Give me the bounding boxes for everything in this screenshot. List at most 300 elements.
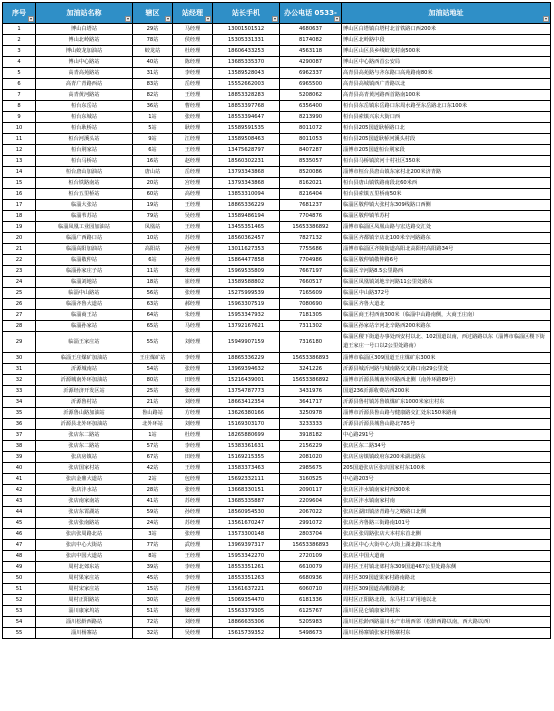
index-cell[interactable]: 16 <box>3 189 36 200</box>
manager-cell[interactable]: 梁经理 <box>173 606 213 617</box>
office-phone-cell[interactable]: 2803704 <box>280 529 342 540</box>
station-name-cell[interactable]: 临淄高阳加油站 <box>36 244 133 255</box>
header-cell-office-phone[interactable]: 办公电话 0533- <box>280 3 342 24</box>
manager-cell[interactable]: 王经理 <box>173 145 213 156</box>
address-cell[interactable]: 张店区东二路34号 <box>342 441 551 452</box>
manager-cell[interactable]: 杜经理 <box>173 430 213 441</box>
district-cell[interactable]: 83站 <box>133 79 173 90</box>
office-phone-cell[interactable]: 8407287 <box>280 145 342 156</box>
mobile-cell[interactable]: 15169303170 <box>213 419 280 430</box>
station-name-cell[interactable]: 桓台东城站 <box>36 112 133 123</box>
table-row[interactable] <box>3 112 551 123</box>
district-cell[interactable]: 64站 <box>133 310 173 321</box>
station-name-cell[interactable]: 临淄中山路站 <box>36 288 133 299</box>
office-phone-cell[interactable]: 5205983 <box>280 617 342 628</box>
station-name-cell[interactable]: 博山蛟龙加油站 <box>36 46 133 57</box>
office-phone-cell[interactable]: 8535057 <box>280 156 342 167</box>
address-cell[interactable]: 淄川区杨寨镇张家村杨寨村东 <box>342 628 551 639</box>
address-cell[interactable]: 桓台县唐山镇铁路南段北60米西 <box>342 178 551 189</box>
station-name-cell[interactable]: 桓台五里桥站 <box>36 189 133 200</box>
table-row[interactable] <box>3 584 551 595</box>
mobile-cell[interactable]: 15953342270 <box>213 551 280 562</box>
office-phone-cell[interactable]: 3431976 <box>280 386 342 397</box>
table-row[interactable] <box>3 474 551 485</box>
mobile-cell[interactable]: 18560954530 <box>213 507 280 518</box>
office-phone-cell[interactable]: 6965500 <box>280 79 342 90</box>
address-cell[interactable]: 中心路291号 <box>342 430 551 441</box>
manager-cell[interactable]: 陈经理 <box>173 57 213 68</box>
index-cell[interactable]: 53 <box>3 606 36 617</box>
manager-cell[interactable]: 耿经理 <box>173 123 213 134</box>
district-cell[interactable]: 80站 <box>133 375 173 386</box>
table-row[interactable] <box>3 386 551 397</box>
station-name-cell[interactable]: 张店沣水站 <box>36 485 133 496</box>
address-cell[interactable]: 淄川区昆仑镇康家坞村东 <box>342 606 551 617</box>
index-cell[interactable]: 24 <box>3 277 36 288</box>
mobile-cell[interactable]: 13793343868 <box>213 178 280 189</box>
table-row[interactable] <box>3 375 551 386</box>
manager-cell[interactable]: 张经理 <box>173 529 213 540</box>
index-cell[interactable]: 35 <box>3 408 36 419</box>
manager-cell[interactable]: 武经理 <box>173 540 213 551</box>
district-cell[interactable]: 30站 <box>133 595 173 606</box>
address-cell[interactable]: 桓台县索镇兴东大街口西 <box>342 112 551 123</box>
table-row[interactable] <box>3 255 551 266</box>
address-cell[interactable]: 博山区山区县乡线蛟龙村南500米 <box>342 46 551 57</box>
table-row[interactable] <box>3 551 551 562</box>
index-cell[interactable]: 44 <box>3 507 36 518</box>
table-row[interactable] <box>3 299 551 310</box>
table-row[interactable] <box>3 222 551 233</box>
address-cell[interactable]: 张店区湖田镇济青路与之略路口北侧 <box>342 507 551 518</box>
address-cell[interactable]: 临淄区敬仲镇敬仲路6号 <box>342 255 551 266</box>
district-cell[interactable]: 高阳站 <box>133 244 173 255</box>
station-name-cell[interactable]: 沂源城南站 <box>36 364 133 375</box>
station-name-cell[interactable]: 桓台唐山加油站 <box>36 167 133 178</box>
mobile-cell[interactable]: 18553351261 <box>213 562 280 573</box>
address-cell[interactable]: 桓台县索镇五里桥南50米 <box>342 189 551 200</box>
table-row[interactable] <box>3 211 551 222</box>
manager-cell[interactable]: 王经理 <box>173 222 213 233</box>
office-phone-cell[interactable]: 8213990 <box>280 112 342 123</box>
table-row[interactable] <box>3 200 551 211</box>
mobile-cell[interactable]: 13583373463 <box>213 463 280 474</box>
district-cell[interactable]: 9站 <box>133 134 173 145</box>
index-cell[interactable]: 31 <box>3 364 36 375</box>
mobile-cell[interactable]: 13589588802 <box>213 277 280 288</box>
index-cell[interactable]: 1 <box>3 24 36 35</box>
table-row[interactable] <box>3 485 551 496</box>
district-cell[interactable]: 40站 <box>133 57 173 68</box>
table-row[interactable] <box>3 321 551 332</box>
address-cell[interactable]: 桓台县东岳镇东岳路口东周水路至东岳路北口东100米 <box>342 101 551 112</box>
table-row[interactable] <box>3 167 551 178</box>
address-cell[interactable]: 张店区房镇镇政府东200米湖北路东 <box>342 452 551 463</box>
office-phone-cell[interactable]: 15653386892 <box>280 222 342 233</box>
office-phone-cell[interactable]: 3160525 <box>280 474 342 485</box>
station-name-cell[interactable]: 张店中国大道站 <box>36 551 133 562</box>
manager-cell[interactable]: 曹经理 <box>173 101 213 112</box>
table-row[interactable] <box>3 529 551 540</box>
index-cell[interactable]: 51 <box>3 584 36 595</box>
index-cell[interactable]: 47 <box>3 540 36 551</box>
table-row[interactable] <box>3 79 551 90</box>
table-row[interactable] <box>3 156 551 167</box>
filter-dropdown-icon[interactable] <box>28 16 34 22</box>
mobile-cell[interactable]: 18553394647 <box>213 112 280 123</box>
table-row[interactable] <box>3 46 551 57</box>
station-name-cell[interactable]: 张店东霄湖站 <box>36 507 133 518</box>
index-cell[interactable]: 54 <box>3 617 36 628</box>
index-cell[interactable]: 17 <box>3 200 36 211</box>
table-row[interactable] <box>3 364 551 375</box>
address-cell[interactable]: 临淄区辛河路8.5公里路西 <box>342 266 551 277</box>
manager-cell[interactable]: 孙经理 <box>173 255 213 266</box>
district-cell[interactable]: 6站 <box>133 145 173 156</box>
mobile-cell[interactable]: 13793343868 <box>213 167 280 178</box>
station-name-cell[interactable]: 张店国家村站 <box>36 463 133 474</box>
table-row[interactable] <box>3 57 551 68</box>
manager-cell[interactable]: 苏经理 <box>173 496 213 507</box>
manager-cell[interactable]: 崔经理 <box>173 277 213 288</box>
manager-cell[interactable]: 李经理 <box>173 562 213 573</box>
index-cell[interactable]: 3 <box>3 46 36 57</box>
table-row[interactable] <box>3 562 551 573</box>
address-cell[interactable]: 沂源县沂源县城鲁山路北785号 <box>342 419 551 430</box>
district-cell[interactable]: 63站 <box>133 299 173 310</box>
mobile-cell[interactable]: 15169215355 <box>213 452 280 463</box>
district-cell[interactable]: 29站 <box>133 24 173 35</box>
index-cell[interactable]: 39 <box>3 452 36 463</box>
station-name-cell[interactable]: 周村果家庄站 <box>36 573 133 584</box>
district-cell[interactable]: 11站 <box>133 266 173 277</box>
district-cell[interactable]: 67站 <box>133 452 173 463</box>
mobile-cell[interactable]: 15275999539 <box>213 288 280 299</box>
index-cell[interactable]: 21 <box>3 244 36 255</box>
address-cell[interactable]: 淄川区松龄西路淄川水产市场西邻（松龄西路以南，西大路以西） <box>342 617 551 628</box>
station-name-cell[interactable]: 桓台河溪头站 <box>36 134 133 145</box>
address-cell[interactable]: 周村区正阳路北段、东马村工矿用地以北 <box>342 595 551 606</box>
station-name-cell[interactable]: 周村正阳路站 <box>36 595 133 606</box>
station-name-cell[interactable]: 淄川松龄西路站 <box>36 617 133 628</box>
manager-cell[interactable]: 赵经理 <box>173 595 213 606</box>
office-phone-cell[interactable]: 8011072 <box>280 123 342 134</box>
table-row[interactable] <box>3 408 551 419</box>
mobile-cell[interactable]: 15383361631 <box>213 441 280 452</box>
table-row[interactable] <box>3 419 551 430</box>
station-name-cell[interactable]: 博山白塔站 <box>36 24 133 35</box>
table-row[interactable] <box>3 101 551 112</box>
station-name-cell[interactable]: 张店张周路北站 <box>36 529 133 540</box>
manager-cell[interactable]: 包经理 <box>173 474 213 485</box>
manager-cell[interactable]: 李经理 <box>173 353 213 364</box>
table-row[interactable] <box>3 430 551 441</box>
station-name-cell[interactable]: 临淄齐鲁大道站 <box>36 299 133 310</box>
mobile-cell[interactable]: 15069354470 <box>213 595 280 606</box>
table-row[interactable] <box>3 617 551 628</box>
address-cell[interactable]: 沂源县鲁村镇苏鲁镇煤矿东1000米家庄村东 <box>342 397 551 408</box>
mobile-cell[interactable]: 13589508463 <box>213 134 280 145</box>
table-row[interactable] <box>3 277 551 288</box>
index-cell[interactable]: 28 <box>3 321 36 332</box>
office-phone-cell[interactable]: 3241226 <box>280 364 342 375</box>
address-cell[interactable]: 桓台县205国道耿桥河溪头村段 <box>342 134 551 145</box>
manager-cell[interactable]: 刘经理 <box>173 419 213 430</box>
address-cell[interactable]: 博山区白塔镇白塔村北首铁路口西200米 <box>342 24 551 35</box>
address-cell[interactable]: 临淄区敬仲镇苇苏村 <box>342 211 551 222</box>
office-phone-cell[interactable]: 2090117 <box>280 485 342 496</box>
mobile-cell[interactable]: 15216439001 <box>213 375 280 386</box>
district-cell[interactable]: 28站 <box>133 485 173 496</box>
address-cell[interactable]: 沂源县城沂河路与城南路交叉路口南29公里处 <box>342 364 551 375</box>
table-row[interactable] <box>3 573 551 584</box>
mobile-cell[interactable]: 13589486194 <box>213 211 280 222</box>
station-name-cell[interactable]: 临淄凤凰工业园加油站 <box>36 222 133 233</box>
index-cell[interactable]: 42 <box>3 485 36 496</box>
district-cell[interactable]: 王庄煤矿站 <box>133 353 173 364</box>
index-cell[interactable]: 40 <box>3 463 36 474</box>
office-phone-cell[interactable]: 4563118 <box>280 46 342 57</box>
station-name-cell[interactable]: 沂源城南外环加油站 <box>36 375 133 386</box>
office-phone-cell[interactable]: 2067022 <box>280 507 342 518</box>
manager-cell[interactable]: 岳经理 <box>173 167 213 178</box>
mobile-cell[interactable]: 13685335370 <box>213 57 280 68</box>
station-name-cell[interactable]: 张店中心大街站 <box>36 540 133 551</box>
district-cell[interactable]: 21站 <box>133 397 173 408</box>
station-name-cell[interactable]: 淄川杨寨站 <box>36 628 133 639</box>
table-row[interactable] <box>3 518 551 529</box>
district-cell[interactable]: 79站 <box>133 211 173 222</box>
filter-dropdown-icon[interactable] <box>165 16 171 22</box>
index-cell[interactable]: 25 <box>3 288 36 299</box>
manager-cell[interactable]: 张经理 <box>173 288 213 299</box>
district-cell[interactable]: 56站 <box>133 288 173 299</box>
table-row[interactable] <box>3 606 551 617</box>
table-row[interactable] <box>3 288 551 299</box>
district-cell[interactable]: 1站 <box>133 430 173 441</box>
district-cell[interactable]: 36站 <box>133 101 173 112</box>
index-cell[interactable]: 7 <box>3 90 36 101</box>
table-row[interactable] <box>3 244 551 255</box>
station-name-cell[interactable]: 博山北岭路站 <box>36 35 133 46</box>
office-phone-cell[interactable]: 2156229 <box>280 441 342 452</box>
station-name-cell[interactable]: 高青高苑路站 <box>36 68 133 79</box>
mobile-cell[interactable]: 15953347932 <box>213 310 280 321</box>
mobile-cell[interactable]: 15615739352 <box>213 628 280 639</box>
manager-cell[interactable]: 孙经理 <box>173 507 213 518</box>
station-name-cell[interactable]: 张店张南路站 <box>36 518 133 529</box>
index-cell[interactable]: 22 <box>3 255 36 266</box>
index-cell[interactable]: 20 <box>3 233 36 244</box>
address-cell[interactable]: 桓台县205国道耿桥路口北 <box>342 123 551 134</box>
manager-cell[interactable]: 高经理 <box>173 189 213 200</box>
district-cell[interactable]: 18站 <box>133 277 173 288</box>
mobile-cell[interactable]: 18865336229 <box>213 200 280 211</box>
district-cell[interactable]: 45站 <box>133 573 173 584</box>
mobile-cell[interactable]: 15692332111 <box>213 474 280 485</box>
manager-cell[interactable]: 江经理 <box>173 134 213 145</box>
station-name-cell[interactable]: 张店东二路站 <box>36 430 133 441</box>
office-phone-cell[interactable]: 2209604 <box>280 496 342 507</box>
district-cell[interactable]: 24站 <box>133 518 173 529</box>
table-row[interactable] <box>3 628 551 639</box>
mobile-cell[interactable]: 13561637221 <box>213 584 280 595</box>
mobile-cell[interactable]: 13475628797 <box>213 145 280 156</box>
manager-cell[interactable]: 张经理 <box>173 112 213 123</box>
district-cell[interactable]: 51站 <box>133 606 173 617</box>
index-cell[interactable]: 34 <box>3 397 36 408</box>
address-cell[interactable]: 临淄区稷下街道办事处西安村以北、102国道以南，西过路路以东（淄博市临淄区稷下街道王家庄一号口以2公里处路南） <box>342 332 551 353</box>
station-name-cell[interactable]: 张店房镇站 <box>36 452 133 463</box>
address-cell[interactable]: 临淄区齐都镇辛店北100米辛河路路东 <box>342 233 551 244</box>
office-phone-cell[interactable]: 6060710 <box>280 584 342 595</box>
station-name-cell[interactable]: 临淄苇苏站 <box>36 211 133 222</box>
index-cell[interactable]: 49 <box>3 562 36 573</box>
address-cell[interactable]: 国道236沂源收费站西200米 <box>342 386 551 397</box>
district-cell[interactable]: 蛟龙站 <box>133 46 173 57</box>
office-phone-cell[interactable]: 7827132 <box>280 233 342 244</box>
table-row[interactable] <box>3 332 551 353</box>
office-phone-cell[interactable]: 3918182 <box>280 430 342 441</box>
address-cell[interactable]: 博山区中心路西首公安局 <box>342 57 551 68</box>
manager-cell[interactable]: 李经理 <box>173 441 213 452</box>
table-row[interactable] <box>3 441 551 452</box>
office-phone-cell[interactable]: 8520086 <box>280 167 342 178</box>
manager-cell[interactable]: 朱经理 <box>173 266 213 277</box>
district-cell[interactable]: 19站 <box>133 200 173 211</box>
office-phone-cell[interactable]: 7311302 <box>280 321 342 332</box>
office-phone-cell[interactable]: 7316180 <box>280 332 342 353</box>
index-cell[interactable]: 41 <box>3 474 36 485</box>
manager-cell[interactable]: 李经理 <box>173 573 213 584</box>
manager-cell[interactable]: 马经理 <box>173 321 213 332</box>
index-cell[interactable]: 55 <box>3 628 36 639</box>
address-cell[interactable]: 临淄区孙家站辛河北辛路西200米路东 <box>342 321 551 332</box>
manager-cell[interactable]: 王经理 <box>173 200 213 211</box>
office-phone-cell[interactable]: 6125767 <box>280 606 342 617</box>
district-cell[interactable]: 60站 <box>133 189 173 200</box>
address-cell[interactable]: 205国道张店区张店国家村东100米 <box>342 463 551 474</box>
manager-cell[interactable]: 苏经理 <box>173 518 213 529</box>
address-cell[interactable]: 周村区309国道高潮段路北 <box>342 584 551 595</box>
manager-cell[interactable]: 马经理 <box>173 24 213 35</box>
manager-cell[interactable]: 刘经理 <box>173 397 213 408</box>
table-row[interactable] <box>3 397 551 408</box>
header-cell-address[interactable]: 加油站地址 <box>342 3 551 24</box>
district-cell[interactable]: 72站 <box>133 617 173 628</box>
district-cell[interactable]: 2站 <box>133 474 173 485</box>
station-name-cell[interactable]: 临淄敬仲站 <box>36 255 133 266</box>
office-phone-cell[interactable]: 6962337 <box>280 68 342 79</box>
index-cell[interactable]: 15 <box>3 178 36 189</box>
district-cell[interactable]: 78站 <box>133 35 173 46</box>
station-name-cell[interactable]: 临淄大张站 <box>36 200 133 211</box>
mobile-cell[interactable]: 13455351465 <box>213 222 280 233</box>
mobile-cell[interactable]: 18560362457 <box>213 233 280 244</box>
mobile-cell[interactable]: 18865336229 <box>213 353 280 364</box>
district-cell[interactable]: 15站 <box>133 584 173 595</box>
index-cell[interactable]: 2 <box>3 35 36 46</box>
index-cell[interactable]: 23 <box>3 266 36 277</box>
manager-cell[interactable]: 张经理 <box>173 485 213 496</box>
district-cell[interactable]: 54站 <box>133 364 173 375</box>
address-cell[interactable]: 张店区沣水镇南家村南 <box>342 496 551 507</box>
index-cell[interactable]: 14 <box>3 167 36 178</box>
manager-cell[interactable]: 吴经理 <box>173 211 213 222</box>
district-cell[interactable]: 5站 <box>133 123 173 134</box>
address-cell[interactable]: 张店区中心大街中心大街上湖北路口东北角 <box>342 540 551 551</box>
district-cell[interactable]: 凤凰站 <box>133 222 173 233</box>
manager-cell[interactable]: 王经理 <box>173 551 213 562</box>
address-cell[interactable]: 临淄区商王村西南300米（临淄中山路南侧，大商王庄南） <box>342 310 551 321</box>
table-row[interactable] <box>3 123 551 134</box>
mobile-cell[interactable]: 18853328283 <box>213 90 280 101</box>
office-phone-cell[interactable]: 7704986 <box>280 255 342 266</box>
table-row[interactable] <box>3 266 551 277</box>
office-phone-cell[interactable]: 2081020 <box>280 452 342 463</box>
station-name-cell[interactable]: 临淄王庄煤矿加油站 <box>36 353 133 364</box>
station-name-cell[interactable]: 张店金鼎大道站 <box>36 474 133 485</box>
manager-cell[interactable]: 方经理 <box>173 408 213 419</box>
office-phone-cell[interactable]: 3250978 <box>280 408 342 419</box>
district-cell[interactable]: 32站 <box>133 628 173 639</box>
manager-cell[interactable]: 杜经理 <box>173 46 213 57</box>
station-name-cell[interactable]: 周村北郊东站 <box>36 562 133 573</box>
manager-cell[interactable]: 郝经理 <box>173 299 213 310</box>
filter-dropdown-icon[interactable] <box>272 16 278 22</box>
mobile-cell[interactable]: 15552662003 <box>213 79 280 90</box>
district-cell[interactable]: 82站 <box>133 90 173 101</box>
manager-cell[interactable]: 孙经理 <box>173 244 213 255</box>
table-row[interactable] <box>3 310 551 321</box>
station-name-cell[interactable]: 临淄孙家站 <box>36 321 133 332</box>
station-name-cell[interactable]: 临淄孙家庄子站 <box>36 266 133 277</box>
table-row[interactable] <box>3 134 551 145</box>
mobile-cell[interactable]: 13561670247 <box>213 518 280 529</box>
office-phone-cell[interactable]: 15653386893 <box>280 353 342 364</box>
mobile-cell[interactable]: 15963307519 <box>213 299 280 310</box>
district-cell[interactable]: 57站 <box>133 441 173 452</box>
index-cell[interactable]: 26 <box>3 299 36 310</box>
address-cell[interactable]: 张店区中国大道南 <box>342 551 551 562</box>
mobile-cell[interactable]: 13573300148 <box>213 529 280 540</box>
district-cell[interactable]: 10站 <box>133 233 173 244</box>
station-name-cell[interactable]: 沂源鲁山路加油站 <box>36 408 133 419</box>
station-name-cell[interactable]: 临淄商王站 <box>36 310 133 321</box>
district-cell[interactable]: 41站 <box>133 496 173 507</box>
mobile-cell[interactable]: 13792167621 <box>213 321 280 332</box>
index-cell[interactable]: 29 <box>3 332 36 353</box>
district-cell[interactable]: 鲁山路站 <box>133 408 173 419</box>
filter-dropdown-icon[interactable] <box>543 16 549 22</box>
mobile-cell[interactable]: 18866635306 <box>213 617 280 628</box>
address-cell[interactable]: 淄博市沂源县鲁山路与健康路交汇处东150米路南 <box>342 408 551 419</box>
index-cell[interactable]: 36 <box>3 419 36 430</box>
mobile-cell[interactable]: 15589591535 <box>213 123 280 134</box>
mobile-cell[interactable]: 13754787773 <box>213 386 280 397</box>
address-cell[interactable]: 临淄区中山路372号 <box>342 288 551 299</box>
manager-cell[interactable]: 苏经理 <box>173 584 213 595</box>
station-name-cell[interactable]: 沂源鲁村站 <box>36 397 133 408</box>
manager-cell[interactable]: 宫经理 <box>173 178 213 189</box>
header-cell-district[interactable]: 辖区 <box>133 3 173 24</box>
manager-cell[interactable]: 张经理 <box>173 386 213 397</box>
station-name-cell[interactable]: 周村宋家庄站 <box>36 584 133 595</box>
index-cell[interactable]: 9 <box>3 112 36 123</box>
station-name-cell[interactable]: 博山中心路站 <box>36 57 133 68</box>
address-cell[interactable]: 周村区王村镇北郊村东309国道467公里处路东侧 <box>342 562 551 573</box>
office-phone-cell[interactable]: 15653386892 <box>280 375 342 386</box>
